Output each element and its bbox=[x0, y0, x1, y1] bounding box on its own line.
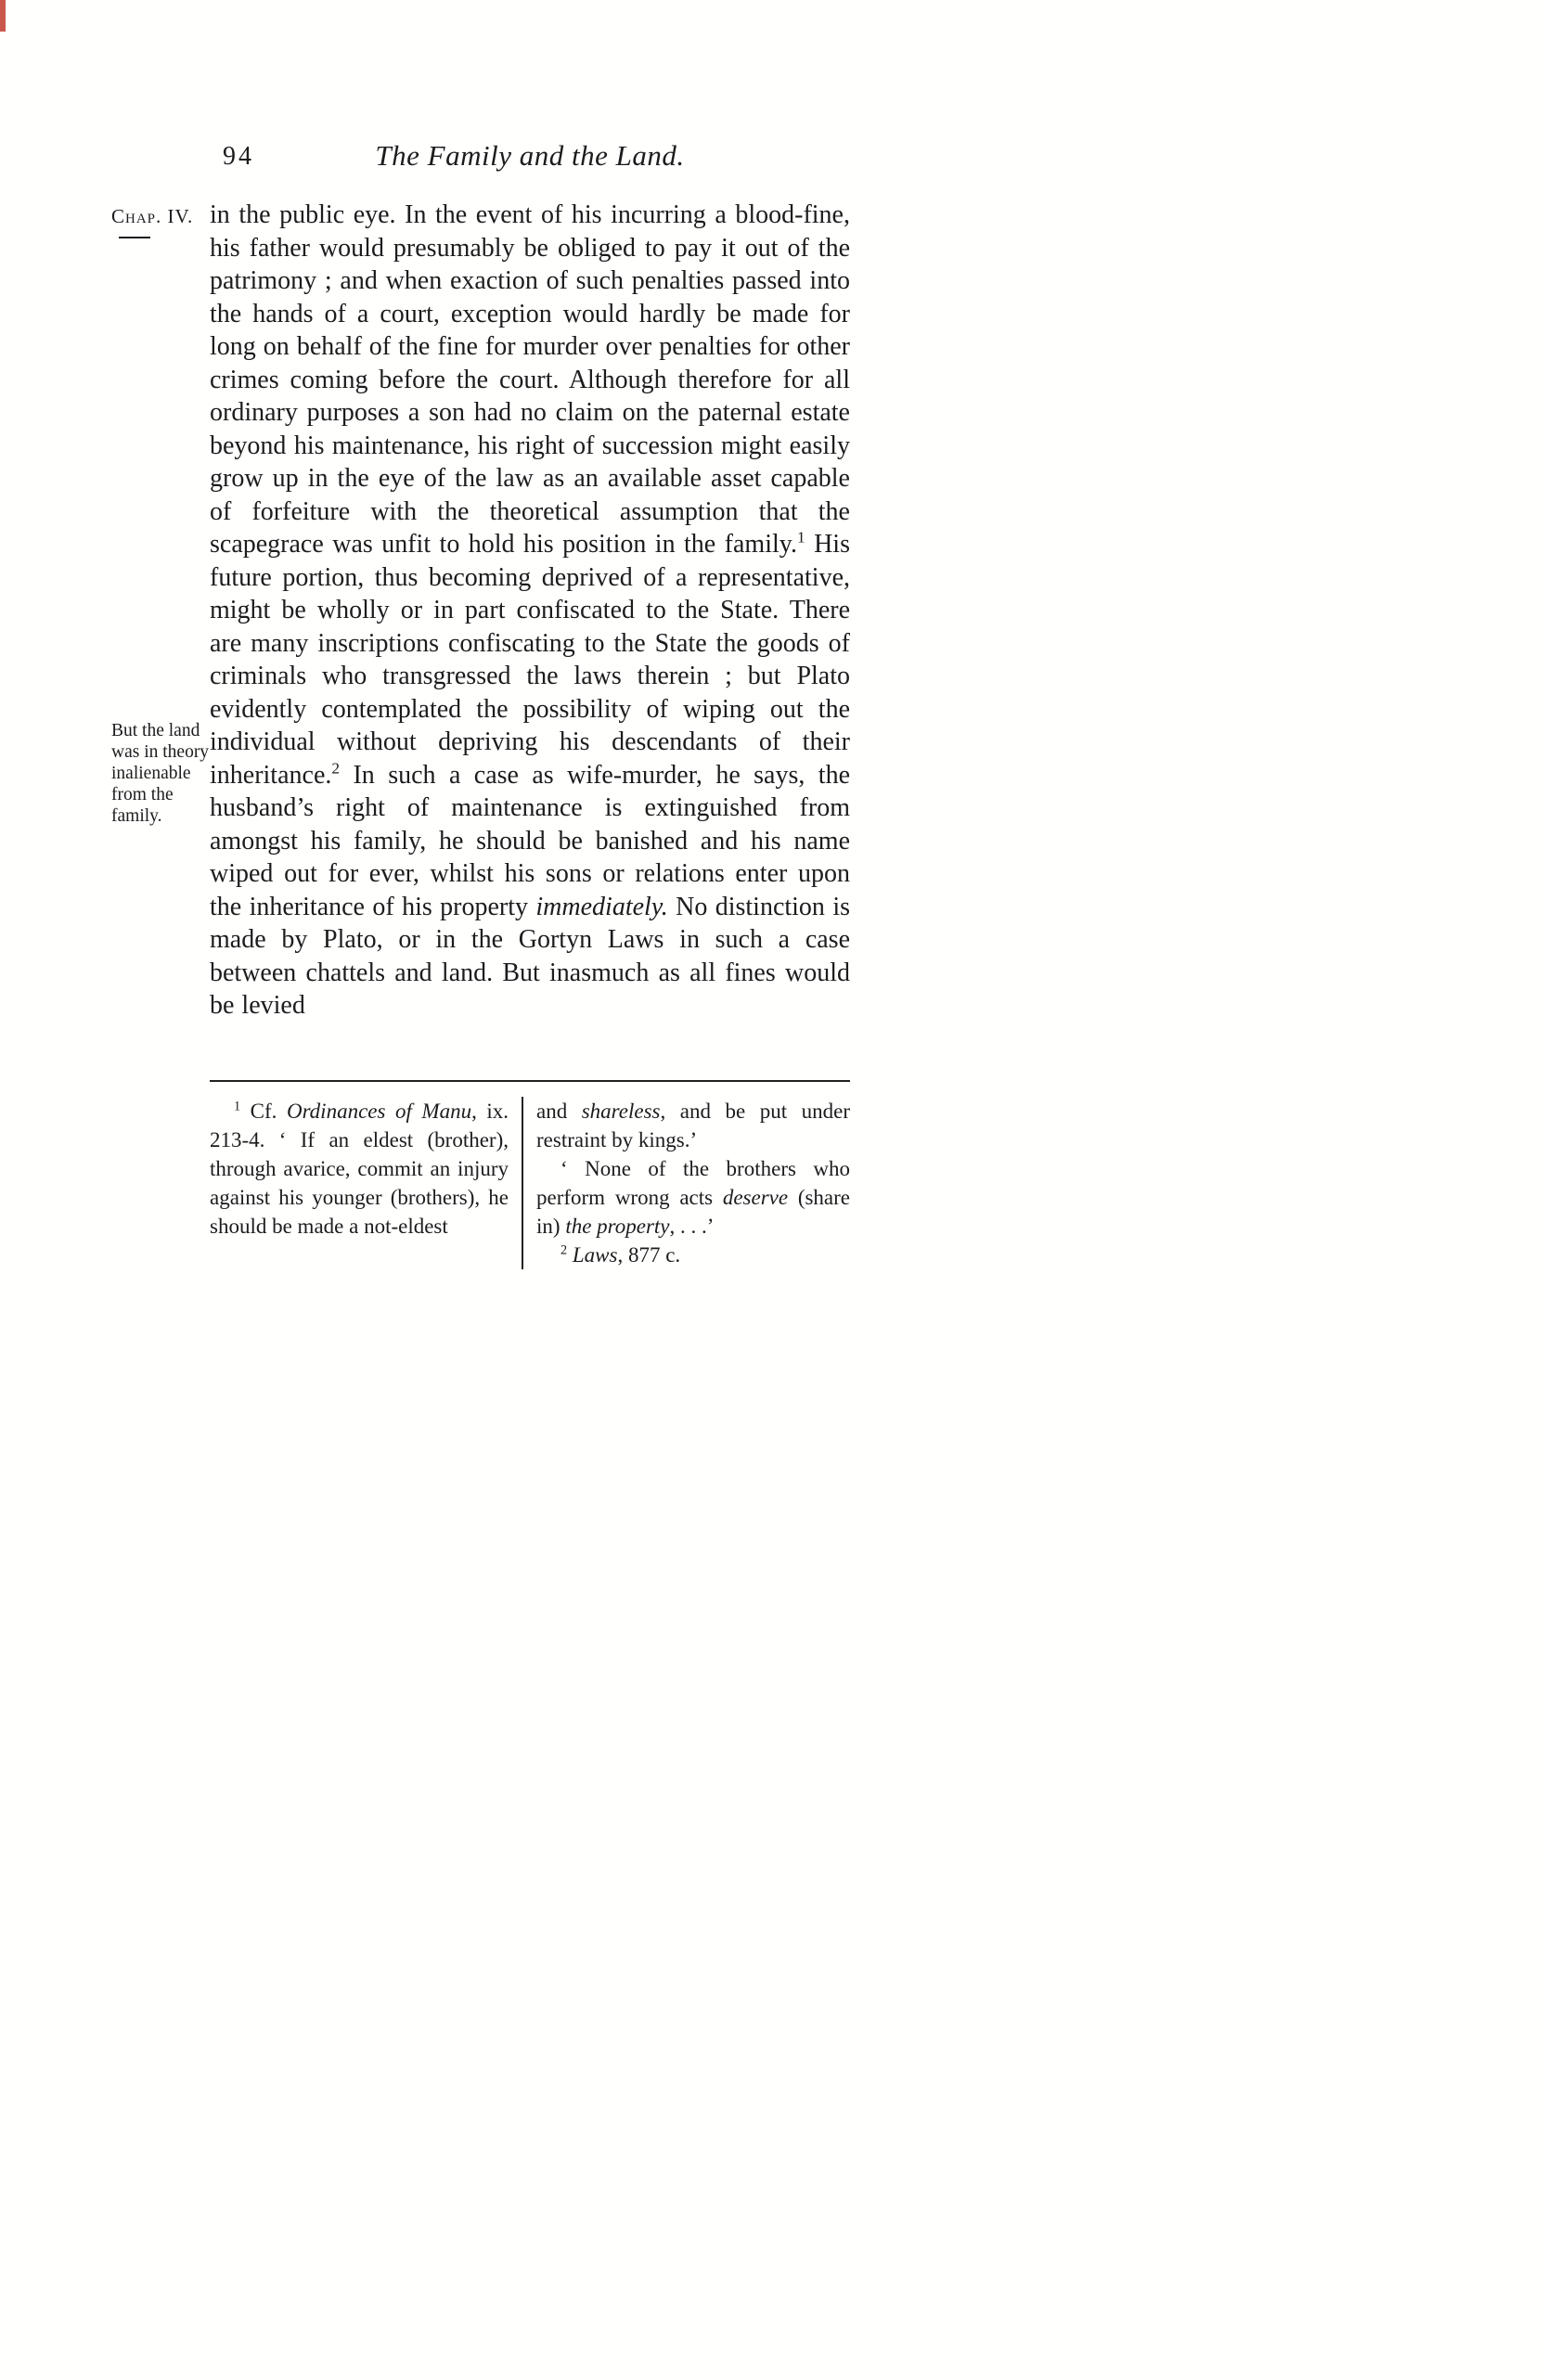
body-segment: in the public eye. In the event of his incurring a blood-fine, his father would presumably be obliged to pay it out of the patrimony ; and when exaction of such penalties passed into the hands of a court, exception would hardly be made for long on behalf of the fine for murder over penalties for other crimes coming before the court. Although therefore for all ordinary purposes a son had no claim on the paternal estate beyond his maintenance, his right of succession might easily grow up in the eye of the law as an available asset capable of forfeiture with the theoretical assumption that the scapegrace was unfit to hold his position in the family. bbox=[210, 200, 850, 559]
footnote-text: ‘ None of the brothers who perform wrong acts bbox=[536, 1157, 850, 1209]
footnote-1-continued bbox=[536, 1097, 850, 1154]
footnote-text: , and be put under restraint by kings.’ bbox=[536, 1100, 850, 1151]
footnote-work-title: Ordinances of Manu bbox=[286, 1100, 472, 1123]
footnote-text: , . . .’ bbox=[669, 1215, 715, 1238]
page-header bbox=[210, 139, 850, 176]
footnote-italic-word: deserve bbox=[722, 1186, 789, 1209]
running-title: The Family and the Land. bbox=[375, 139, 685, 172]
margin-chapter-label bbox=[111, 205, 204, 238]
footnote-column-right bbox=[523, 1097, 850, 1269]
body-segment: No distinction is made by Plato, or in the Gortyn Laws in such a case between chattels and land. But inasmuch as all fines would be levied bbox=[210, 892, 850, 1020]
footnote-text: and bbox=[536, 1100, 582, 1123]
margin-note: But the land was in theory inalienable from the family. bbox=[111, 721, 210, 826]
body-segment: In such a case as wife-murder, he says, the husband’s right of maintenance is extinguished from amongst his family, he should be banished and his name wiped out for ever, whilst his sons or relations enter upon the inheritance of his property bbox=[210, 760, 850, 921]
footnote-2-marker: 2 bbox=[560, 1242, 568, 1258]
footnote-work-title: Laws bbox=[572, 1243, 618, 1267]
footnote-text: , 877 c. bbox=[617, 1243, 681, 1267]
footnote-text: (share in) bbox=[536, 1186, 851, 1238]
scan-artifact bbox=[0, 0, 6, 32]
body-italic-word: immediately. bbox=[535, 892, 668, 921]
body-segment: His future portion, thus becoming deprived of a representative, might be wholly or in part confiscated to the State. There are many inscriptions confiscating to the State the goods of criminals who transgressed the laws therein ; but Plato evidently contemplated the possibility of wiping out the individual without depriving his descendants of their inheritance. bbox=[210, 530, 850, 790]
page-number: 94 bbox=[223, 142, 254, 171]
footnote-2 bbox=[536, 1241, 850, 1269]
chapter-label-text: Chap. IV. bbox=[111, 205, 194, 227]
footnotes-section bbox=[210, 1080, 850, 1269]
footnote-italic-word: shareless bbox=[581, 1100, 661, 1123]
footnote-1-quote bbox=[536, 1154, 850, 1241]
footnote-ref-1: 1 bbox=[796, 528, 805, 547]
footnote-ref-2: 2 bbox=[331, 759, 341, 778]
footnote-italic-word: the property bbox=[565, 1215, 670, 1238]
footnote-1-marker: 1 bbox=[234, 1099, 241, 1114]
footnote-1 bbox=[210, 1097, 509, 1241]
footnote-text: Cf. bbox=[240, 1100, 287, 1123]
body-paragraph bbox=[210, 199, 850, 1023]
chapter-dash bbox=[119, 237, 150, 238]
footnote-rule bbox=[210, 1080, 850, 1082]
footnote-column-left bbox=[210, 1097, 522, 1269]
footnote-columns bbox=[210, 1097, 850, 1269]
footnote-text: , ix. 213-4. ‘ If an eldest (brother), through avarice, commit an injury against his younger (brothers), he should be made a not-eldest bbox=[210, 1100, 509, 1238]
